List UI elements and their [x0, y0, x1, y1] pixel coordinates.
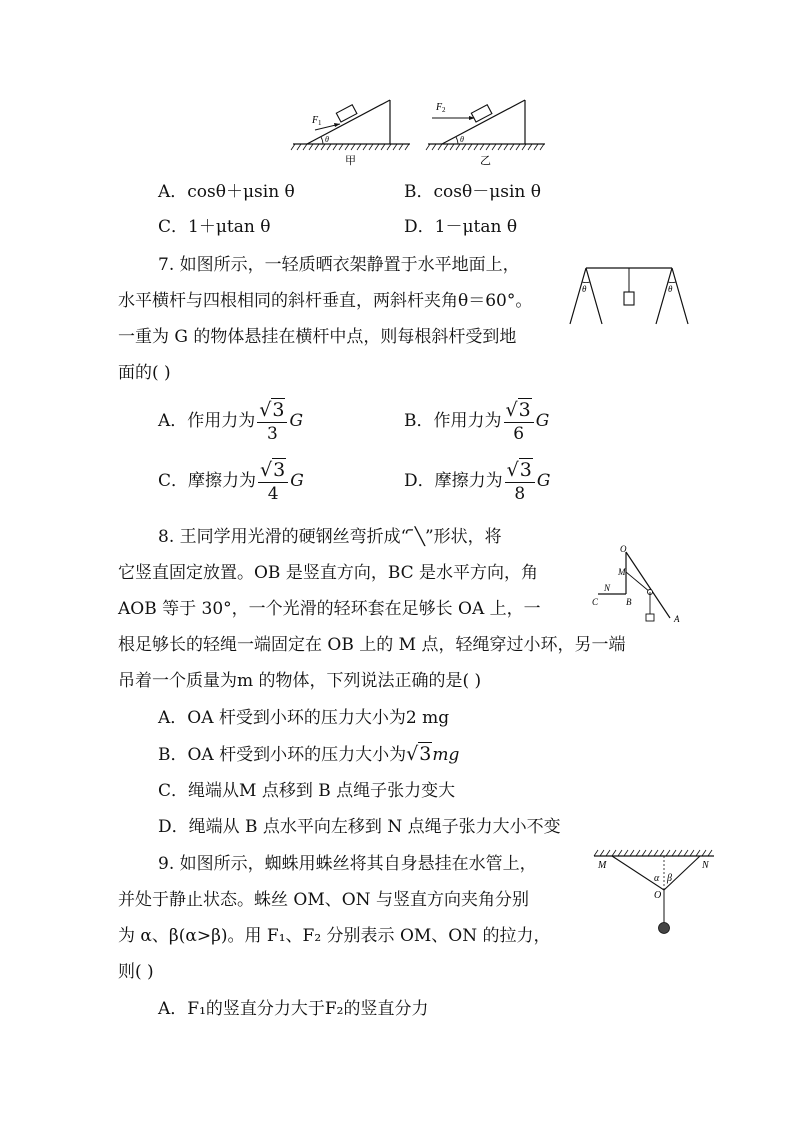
q8-figure [588, 542, 688, 632]
q9-figure-spider [590, 848, 718, 940]
fig2-force-sub: 2 [442, 106, 446, 114]
q8-line-3: AOB 等于 30°，一个光滑的轻环套在足够长 OA 上，一 [118, 599, 541, 619]
q8-label-a: A [674, 614, 680, 624]
q7-a-den: 3 [266, 424, 278, 444]
fig1-caption: 甲 [345, 155, 356, 167]
q8-option-b-prefix: B．OA 杆受到小环的压力大小为 [158, 745, 407, 765]
q7-option-a-prefix: A．作用力为 [158, 411, 256, 431]
q7-option-b-suffix: G [535, 411, 550, 431]
q7-angle-left: θ [582, 284, 587, 294]
q7-option-d[interactable] [404, 458, 550, 505]
q7-line-1: 7. 如图所示，一轻质晒衣架静置于水平地面上， [158, 255, 520, 275]
q8-option-b[interactable]: B．OA 杆受到小环的压力大小为√3mg [158, 743, 460, 765]
q8-line-5: 吊着一个质量为m 的物体，下列说法正确的是( ) [118, 671, 482, 691]
q9-line-4: 则( ) [118, 962, 154, 982]
q7-option-d-suffix: G [536, 471, 551, 491]
q8-option-c[interactable]: C．绳端从M 点移到 B 点绳子张力变大 [158, 781, 456, 801]
fig1-force-label: F [312, 115, 319, 126]
fig2-force-label: F [436, 102, 443, 113]
q8-label-o: O [620, 544, 627, 554]
q7-option-a-suffix: G [289, 411, 304, 431]
q8-line-2: 它竖直固定放置。OB 是竖直方向，BC 是水平方向，角 [118, 563, 539, 583]
q7-option-b-fraction: $\frac{√3}{6}$ [504, 398, 534, 445]
q9-line-1: 9. 如图所示，蜘蛛用蛛丝将其自身悬挂在水管上， [158, 854, 537, 874]
q8-option-b-suffix: mg [432, 745, 460, 765]
q7-line-3: 一重为 G 的物体悬挂在横杆中点，则每根斜杆受到地 [118, 327, 517, 347]
q9-label-m: M [598, 860, 607, 871]
q7-line-4: 面的( ) [118, 363, 171, 383]
q9-label-beta: β [667, 873, 672, 884]
q7-option-d-fraction: $\frac{√3}{8}$ [505, 458, 535, 505]
q9-line-2: 并处于静止状态。蛛丝 OM、ON 与竖直方向夹角分别 [118, 890, 529, 910]
q8-label-b: B [626, 597, 632, 607]
q7-b-num: 3 [518, 399, 531, 421]
q7-option-a-fraction: $\frac{√3}{3}$ [257, 398, 287, 445]
fig1-force-sub: 1 [318, 119, 322, 127]
q9-label-n: N [702, 860, 709, 871]
q7-option-c-fraction: $\frac{√3}{4}$ [258, 458, 288, 505]
q9-label-alpha: α [654, 873, 660, 884]
fig2-angle-label: θ [460, 135, 464, 144]
q7-c-num: 3 [273, 459, 286, 481]
q8-label-c: C [592, 597, 599, 607]
q7-a-num: 3 [272, 399, 285, 421]
q7-option-c[interactable] [158, 458, 304, 505]
q6-option-a[interactable]: A．cosθ＋μsin θ [158, 182, 295, 202]
q7-line-2: 水平横杆与四根相同的斜杆垂直，两斜杆夹角θ＝60°。 [118, 291, 533, 311]
figure-jia [291, 100, 410, 167]
fig1-angle-label: θ [325, 135, 329, 144]
q8-option-d[interactable]: D．绳端从 B 点水平向左移到 N 点绳子张力大小不变 [158, 817, 561, 837]
q7-option-c-prefix: C．摩擦力为 [158, 471, 257, 491]
q7-option-b-prefix: B．作用力为 [404, 411, 502, 431]
q8-line-1: 8. 王同学用光滑的硬钢丝弯折成“ ̄╲”形状，将 [158, 527, 502, 547]
q6-option-c[interactable]: C．1＋μtan θ [158, 217, 271, 237]
figure-yi [426, 100, 545, 167]
q9-option-a[interactable]: A．F₁的竖直分力大于F₂的竖直分力 [158, 999, 429, 1019]
q8-line-4: 根足够长的轻绳一端固定在 OB 上的 M 点，轻绳穿过小环，另一端 [118, 635, 626, 655]
q7-option-a[interactable] [158, 398, 303, 445]
q7-option-d-prefix: D．摩擦力为 [404, 471, 503, 491]
q8-label-m: M [618, 567, 626, 577]
q7-c-den: 4 [267, 484, 279, 504]
fig2-caption: 乙 [480, 155, 491, 167]
q7-b-den: 6 [513, 424, 525, 444]
q6-option-d[interactable]: D．1－μtan θ [404, 217, 518, 237]
q6-figures [285, 92, 555, 172]
q7-option-c-suffix: G [290, 471, 304, 491]
q7-option-b[interactable] [404, 398, 549, 445]
q8-option-b-rad: 3 [419, 743, 432, 765]
q7-d-den: 8 [514, 484, 526, 504]
q7-d-num: 3 [519, 459, 532, 481]
q8-label-n: N [604, 583, 611, 593]
q7-figure-rack [566, 262, 692, 332]
q6-option-b[interactable]: B．cosθ－μsin θ [404, 182, 542, 202]
q8-option-a[interactable]: A．OA 杆受到小环的压力大小为2 mg [158, 708, 450, 728]
q9-line-3: 为 α、β(α>β)。用 F₁、F₂ 分别表示 OM、ON 的拉力， [118, 926, 551, 946]
q9-label-o: O [654, 890, 662, 901]
q7-angle-right: θ [668, 284, 673, 294]
